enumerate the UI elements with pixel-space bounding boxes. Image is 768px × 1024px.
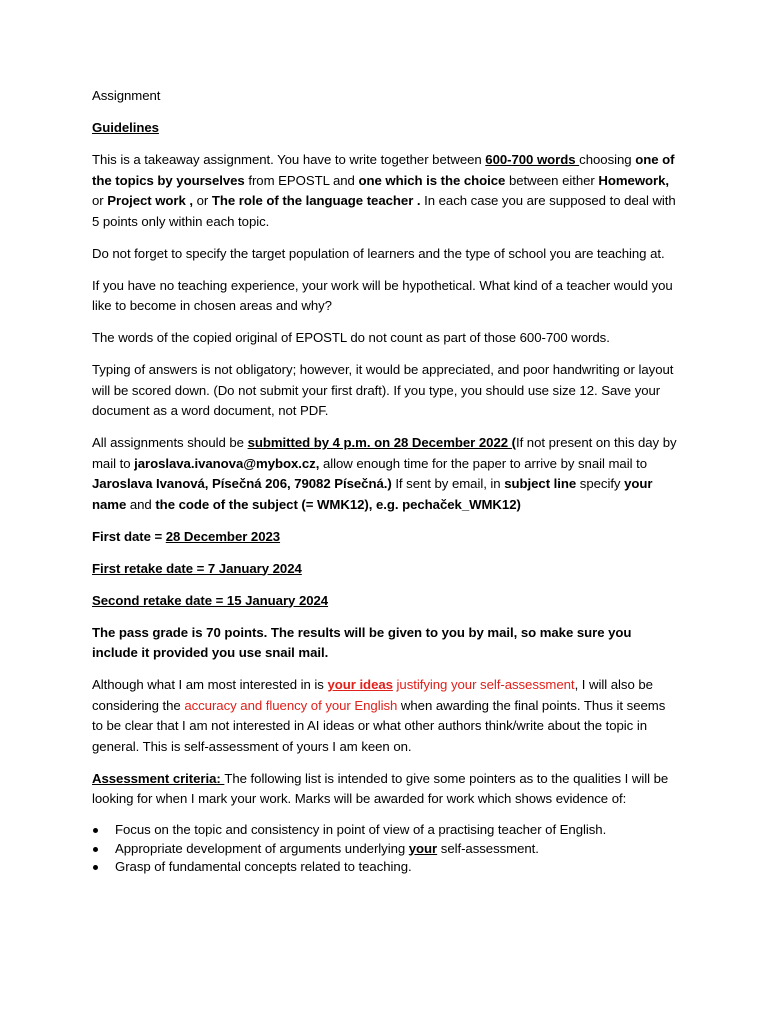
email-address: jaroslava.ivanova@mybox.cz, xyxy=(134,455,320,471)
assessment-criteria-heading: Assessment criteria: xyxy=(92,770,225,786)
doc-title: Assignment xyxy=(92,88,161,103)
document-body xyxy=(92,86,678,877)
teaching-experience-paragraph: If you have no teaching experience, your work will be hypothetical. What kind of a teacher would you like to become in chosen areas and why? xyxy=(92,277,673,313)
first-retake-date: First retake date = 7 January 2024 xyxy=(92,560,302,576)
postal-address: Jaroslava Ivanová, Písečná 206, 79082 Písečná.) xyxy=(92,476,392,491)
guidelines-heading: Guidelines xyxy=(92,120,159,135)
list-item: Grasp of fundamental concepts related to teaching. xyxy=(92,858,678,877)
target-population-paragraph: Do not forget to specify the target population of learners and the type of school you are teaching at. xyxy=(92,245,665,261)
interest-paragraph: Although what I am most interested in is your ideas justifying your self-assessment, I will also be considering the accuracy and fluency of your English when awarding the final points. Thus it seems to be clear that I am not interested in AI ideas or what other authors think/write about the topic in general. This is self-assessment of yours I am keen on. xyxy=(92,677,666,754)
intro-paragraph: This is a takeaway assignment. You have to write together between 600-700 words choosing one of the topics by yourselves from EPOSTL and one which is the choice between either Homework, or Project work , or The role of the language teacher . In each case you are supposed to deal with 5 points only within each topic. xyxy=(92,152,676,229)
list-item: Focus on the topic and consistency in point of view of a practising teacher of English. xyxy=(92,821,678,840)
typing-paragraph: Typing of answers is not obligatory; however, it would be appreciated, and poor handwriting or layout will be scored down. (Do not submit your first draft). If you type, you should use size 12. Save your document as a word document, not PDF. xyxy=(92,362,674,418)
second-retake-date: Second retake date = 15 January 2024 xyxy=(92,592,329,608)
list-item: Appropriate development of arguments underlying your self-assessment. xyxy=(92,840,678,859)
assessment-criteria-paragraph: Assessment criteria: The following list is intended to give some pointers as to the qualities I will be looking for when I mark your work. Marks will be awarded for work which shows evidence of: xyxy=(92,770,669,806)
criteria-list xyxy=(92,821,678,877)
first-date: First date = 28 December 2023 xyxy=(92,528,281,544)
word-count-paragraph: The words of the copied original of EPOSTL do not count as part of those 600-700 words. xyxy=(92,330,610,345)
pass-grade-paragraph: The pass grade is 70 points. The results will be given to you by mail, so make sure you include it provided you use snail mail. xyxy=(92,624,632,660)
submission-paragraph: All assignments should be submitted by 4 p.m. on 28 December 2022 (If not present on this day by mail to jaroslava.ivanova@mybox.cz, allow enough time for the paper to arrive by snail mail to Jaroslava Ivanová, Písečná 206, 79082 Písečná.) If sent by email, in subject line specify your name and the code of the subject (= WMK12), e.g. pechaček_WMK12) xyxy=(92,435,677,512)
